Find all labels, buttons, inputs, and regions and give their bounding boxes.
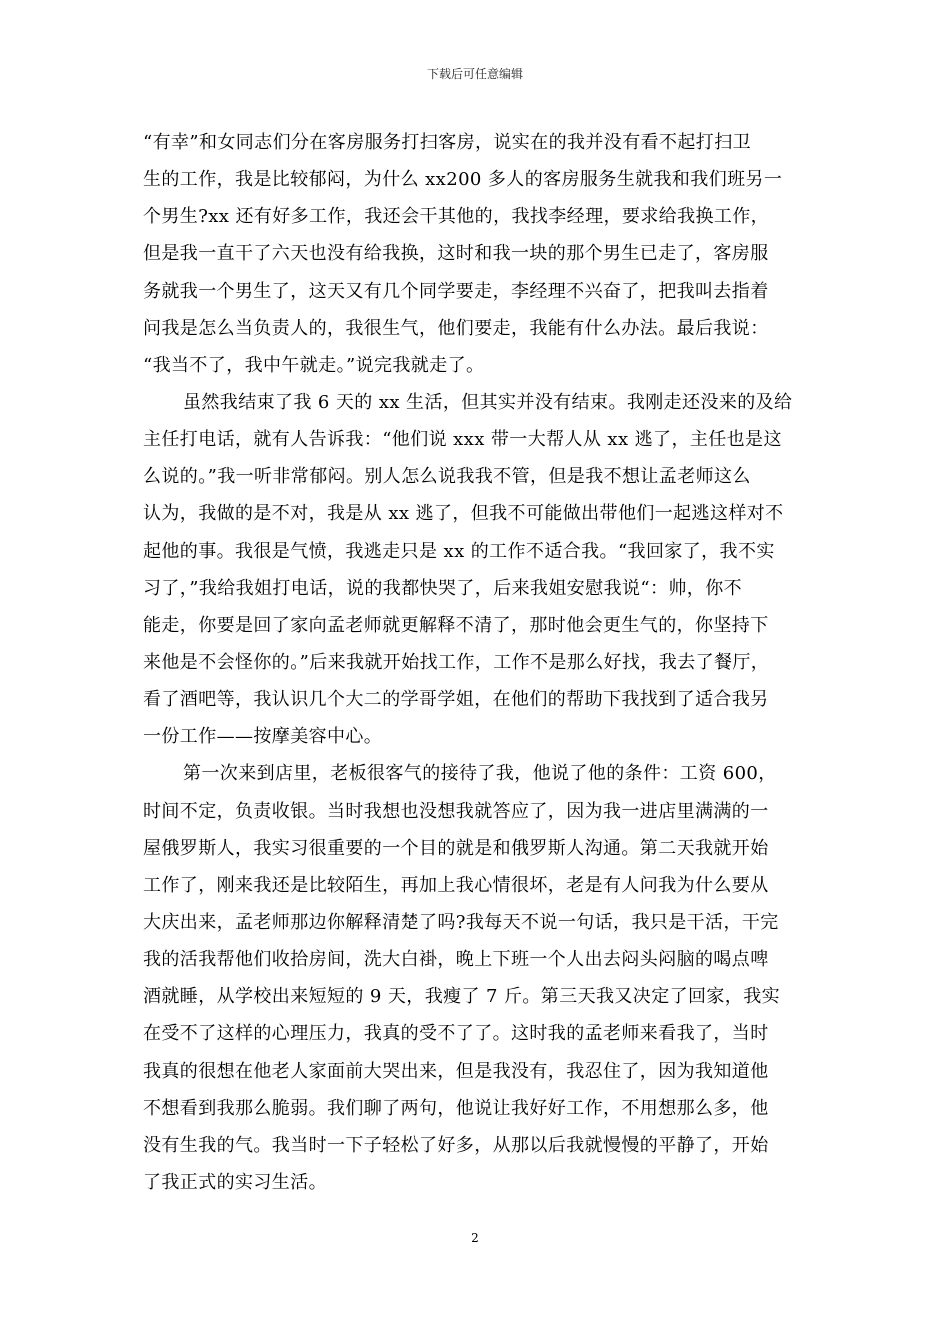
text-line: 生的工作，我是比较郁闷，为什么 xx200 多人的客房服务生就我和我们班另一 [143, 169, 783, 191]
text-line: 务就我一个男生了，这天又有几个同学要走，李经理不兴奋了，把我叫去指着 [143, 280, 769, 302]
body-text [143, 124, 827, 1201]
text-line: 个男生?xx 还有好多工作，我还会干其他的，我找李经理，要求给我换工作， [143, 206, 770, 228]
text-line: 我真的很想在他老人家面前大哭出来，但是我没有，我忍住了，因为我知道他 [143, 1060, 769, 1082]
text-line: 没有生我的气。我当时一下子轻松了好多，从那以后我就慢慢的平静了，开始 [143, 1134, 769, 1156]
text-line: 我的活我帮他们收拾房间，洗大白褂，晚上下班一个人出去闷头闷脑的喝点啤 [143, 949, 769, 971]
text-line: 能走，你要是回了家向孟老师就更解释不清了，那时他会更生气的，你坚持下 [143, 614, 769, 636]
text-line: 不想看到我那么脆弱。我们聊了两句，他说让我好好工作，不用想那么多，他 [143, 1097, 769, 1119]
text-line: 酒就睡，从学校出来短短的 9 天，我瘦了 7 斤。第三天我又决定了回家，我实 [143, 986, 780, 1008]
paragraph-first-line: 第一次来到店里，老板很客气的接待了我，他说了他的条件：工资 600， [183, 763, 777, 785]
text-line: 起他的事。我很是气愤，我逃走只是 xx 的工作不适合我。“我回家了，我不实 [143, 540, 775, 562]
text-line: 时间不定，负责收银。当时我想也没想我就答应了，因为我一进店里满满的一 [143, 800, 769, 822]
text-line: 主任打电话，就有人告诉我：“他们说 xxx 带一大帮人从 xx 逃了，主任也是这 [143, 429, 782, 451]
text-line: 在受不了这样的心理压力，我真的受不了了。这时我的孟老师来看我了，当时 [143, 1023, 769, 1045]
page-number: 2 [471, 1231, 479, 1245]
text-line: “有幸”和女同志们分在客房服务打扫客房，说实在的我并没有看不起打扫卫 [143, 132, 752, 153]
text-line: 认为，我做的是不对，我是从 xx 逃了，但我不可能做出带他们一起逃这样对不 [143, 503, 784, 525]
text-line: 工作了，刚来我还是比较陌生，再加上我心情很坏，老是有人问我为什么要从 [143, 874, 769, 896]
text-line: “我当不了，我中午就走。”说完我就走了。 [143, 354, 485, 376]
text-line: 习了，”我给我姐打电话，说的我都快哭了，后来我姐安慰我说“：帅，你不 [143, 577, 743, 599]
text-line: 看了酒吧等，我认识几个大二的学哥学姐，在他们的帮助下我找到了适合我另 [143, 689, 769, 711]
text-line: 屋俄罗斯人，我实习很重要的一个目的就是和俄罗斯人沟通。第二天我就开始 [143, 837, 769, 859]
text-line: 但是我一直干了六天也没有给我换，这时和我一块的那个男生已走了，客房服 [143, 243, 769, 265]
text-line: 了我正式的实习生活。 [143, 1171, 327, 1193]
text-line: 一份工作——按摩美容中心。 [143, 726, 383, 748]
text-line: 大庆出来，孟老师那边你解释清楚了吗?我每天不说一句话，我只是干活，干完 [143, 911, 779, 933]
page-header: 下载后可任意编辑 [426, 67, 523, 81]
text-line: 么说的。”我一听非常郁闷。别人怎么说我我不管，但是我不想让孟老师这么 [143, 466, 751, 488]
text-line: 问我是怎么当负责人的，我很生气，他们要走，我能有什么办法。最后我说： [143, 317, 769, 339]
text-line: 来他是不会怪你的。”后来我就开始找工作，工作不是那么好找，我去了餐厅， [143, 651, 770, 673]
paragraph-first-line: 虽然我结束了我 6 天的 xx 生活，但其实并没有结束。我刚走还没来的及给 [183, 391, 793, 413]
